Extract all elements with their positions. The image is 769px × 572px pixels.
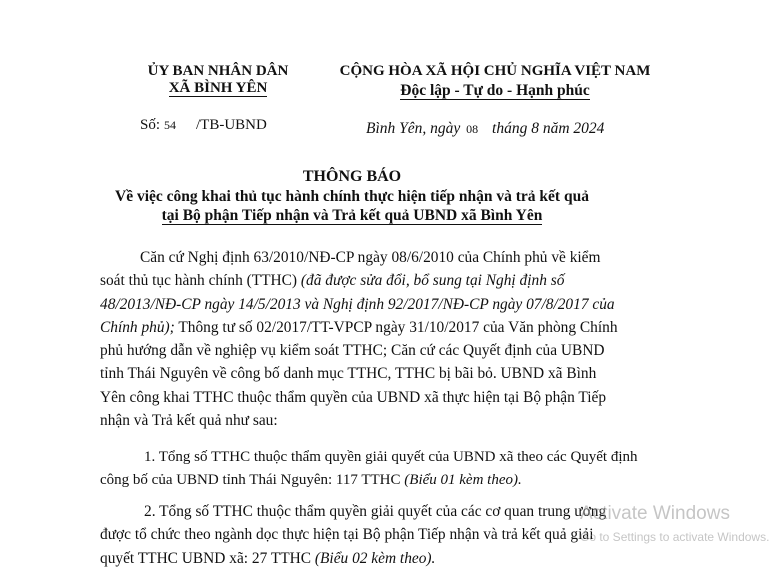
- p1-line: Yên công khai TTHC thuộc thẩm quyền của UBND xã thực hiện tại Bộ phận Tiếp: [100, 388, 607, 406]
- doc-subject-line2: [0, 207, 704, 225]
- paragraph-item-2: [100, 500, 654, 570]
- doc-number-value: 54: [164, 118, 177, 132]
- org-name: ỦY BAN NHÂN DÂN: [147, 63, 289, 79]
- date-rest: tháng 8 năm 2024: [492, 120, 605, 137]
- org-commune: [120, 80, 316, 97]
- p1-line: tỉnh Thái Nguyên về công bố danh mục TTHC, TTHC bị bãi bỏ. UBND xã Bình: [100, 365, 597, 383]
- p1-l2-italic: (đã được sửa đổi, bổ sung tại Nghị định số: [300, 272, 565, 290]
- p1-line: nhận và Trả kết quả như sau:: [100, 412, 278, 430]
- p1-line: 48/2013/NĐ-CP ngày 14/5/2013 và Nghị định 92/2017/NĐ-CP ngày 07/8/2017 của: [100, 295, 615, 313]
- p3-l3-italic: (Biểu 02 kèm theo).: [314, 549, 436, 567]
- doc-subject-line2-text: tại Bộ phận Tiếp nhận và Trả kết quả UBND xã Bình Yên: [161, 207, 543, 224]
- p2-l2-italic: (Biểu 01 kèm theo).: [404, 472, 522, 489]
- activate-windows-subtitle: Go to Settings to activate Windows.: [580, 530, 769, 544]
- date-prefix: Bình Yên, ngày: [366, 120, 461, 137]
- doc-subject-line1: Về việc công khai thủ tục hành chính thực hiện tiếp nhận và trả kết quả: [115, 188, 589, 205]
- doc-number-prefix: Số:: [140, 117, 161, 133]
- p3-l3-normal: quyết TTHC UBND xã: 27 TTHC: [100, 549, 315, 567]
- p1-line: [100, 316, 654, 339]
- nation-motto-text: Độc lập - Tự do - Hạnh phúc: [400, 82, 590, 99]
- p3-line: 2. Tổng số TTHC thuộc thẩm quyền giải quyết của các cơ quan trung ương: [144, 503, 607, 520]
- p1-line: Căn cứ Nghị định 63/2010/NĐ-CP ngày 08/6/2010 của Chính phủ về kiểm: [140, 249, 601, 266]
- p2-l2-normal: công bố của UBND tỉnh Thái Nguyên: 117 TTHC: [100, 472, 405, 489]
- nation-motto: [320, 82, 670, 100]
- org-commune-text: XÃ BÌNH YÊN: [168, 80, 268, 96]
- paragraph-item-1: [100, 446, 654, 493]
- p1-l4-italic: Chính phủ);: [100, 318, 175, 336]
- doc-date: [366, 120, 604, 138]
- p1-l4-normal: Thông tư số 02/2017/TT-VPCP ngày 31/10/2017 của Văn phòng Chính: [174, 318, 618, 336]
- p3-line: [100, 547, 654, 570]
- date-day: 08: [466, 122, 479, 136]
- p1-line: phủ hướng dẫn về nghiệp vụ kiểm soát TTHC; Căn cứ các Quyết định của UBND: [100, 342, 605, 360]
- nation-title: CỘNG HÒA XÃ HỘI CHỦ NGHĨA VIỆT NAM: [339, 63, 651, 79]
- p3-line: được tổ chức theo ngành dọc thực hiện tại Bộ phận Tiếp nhận và trả kết quả giải: [100, 526, 594, 544]
- p2-line: 1. Tổng số TTHC thuộc thẩm quyền giải quyết của UBND xã theo các Quyết định: [144, 449, 638, 465]
- p1-line: [100, 269, 654, 292]
- activate-windows-title: Activate Windows: [580, 503, 730, 524]
- doc-type: THÔNG BÁO: [302, 168, 402, 185]
- p2-line: [100, 469, 654, 492]
- paragraph-legal-basis: [100, 246, 654, 432]
- doc-number: [140, 117, 267, 134]
- doc-number-suffix: /TB-UBND: [196, 117, 267, 133]
- p1-l2-normal: soát thủ tục hành chính (TTHC): [100, 272, 301, 290]
